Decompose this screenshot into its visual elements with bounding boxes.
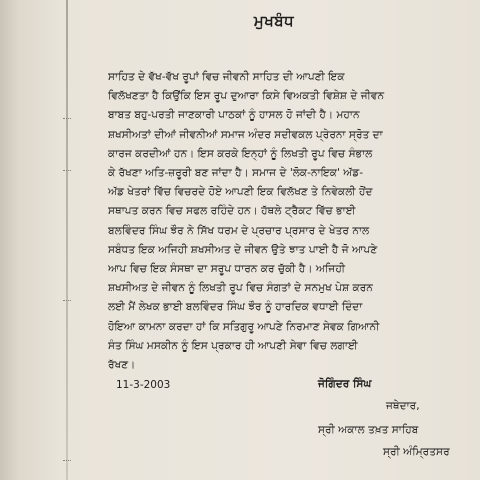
text-line: ਕਾਰਜ ਕਰਦੀਆਂ ਹਨ। ਇਸ ਕਰਕੇ ਇਨ੍ਹਾਂ ਨੂੰ ਲਿਖਤੀ ਰੂਪ ਵਿਚ ਸੰਭਾਲ <box>108 147 373 160</box>
text-line: ਬਲਵਿੰਦਰ ਸਿੰਘ ਝੌਰ ਨੇ ਸਿੱਖ ਧਰਮ ਦੇ ਪ੍ਰਚਾਰ ਪ੍ਰਸਾਰ ਦੇ ਖੇਤਰ ਨਾਲ <box>108 224 370 237</box>
text-line: ਸ਼ਖਸੀਅਤਾਂ ਦੀਆਂ ਜੀਵਨੀਆਂ ਸਮਾਜ ਅੰਦਰ ਸਦੀਵਕਲ ਪ੍ਰੇਰਨਾ ਸ੍ਰੋਤ ਦਾ <box>108 128 383 141</box>
signatory-city: ਸ੍ਰੀ ਅੰਮ੍ਰਿਤਸਰ <box>383 446 450 458</box>
text-line: ਵਿਲੱਖਣਤਾ ਹੈ ਕਿਉਂਕਿ ਇਸ ਰੂਪ ਦੁਆਰਾ ਕਿਸੇ ਵਿਅਕਤੀ ਵਿਸ਼ੇਸ਼ ਦੇ ਜੀਵਨ <box>108 90 385 103</box>
binding-stitch <box>63 170 71 174</box>
date-line: 11-3-2003 <box>116 379 171 391</box>
page-title: ਮੁਖਬੰਧ <box>253 12 295 30</box>
text-line: ਲਈ ਮੈਂ ਲੇਖਕ ਭਾਈ ਬਲਵਿੰਦਰ ਸਿੰਘ ਝੌਰ ਨੂੰ ਹਾਰਦਿਕ ਵਧਾਈ ਦਿੰਦਾ <box>108 301 363 314</box>
text-line: ਆਪ ਵਿਚ ਇਕ ਸੰਸਥਾ ਦਾ ਸਰੂਪ ਧਾਰਨ ਕਰ ਚੁੱਕੀ ਹੈ। ਅਜਿਹੀ <box>108 263 346 276</box>
signatory-name: ਜੋਗਿੰਦਰ ਸਿੰਘ <box>318 378 372 390</box>
preface-paragraph <box>108 68 466 375</box>
text-line: ਸਥਾਪਤ ਕਰਨ ਵਿਚ ਸਫਲ ਰਹਿੰਦੇ ਹਨ। ਹੱਥਲੇ ਟ੍ਰੈਕਟ ਵਿੱਚ ਭਾਈ <box>108 205 356 218</box>
text-line: ਸੰਤ ਸਿੰਘ ਮਸਕੀਨ ਨੂੰ ਇਸ ਪ੍ਰਕਾਰ ਹੀ ਆਪਣੀ ਸੇਵਾ ਵਿਚ ਲਗਾਈ <box>108 339 358 352</box>
binding-stitch <box>63 118 71 122</box>
text-line: ਸਾਹਿਤ ਦੇ ਵੱਖ-ਵੱਖ ਰੂਪਾਂ ਵਿਚ ਜੀਵਨੀ ਸਾਹਿਤ ਦੀ ਆਪਣੀ ਇਕ <box>108 71 345 83</box>
signatory-title: ਜਥੇਦਾਰ, <box>386 400 420 412</box>
text-line: ਕੇ ਰੱਖਣਾ ਅਤਿ-ਜ਼ਰੂਰੀ ਬਣ ਜਾਂਦਾ ਹੈ। ਸਮਾਜ ਦੇ 'ਲੋਕ-ਨਾਇਕ' ਅੱਡ- <box>108 167 364 180</box>
text-line: ਅੱਡ ਖੇਤਰਾਂ ਵਿੱਚ ਵਿਚਰਦੇ ਹੋਏ ਆਪਣੀ ਇਕ ਵਿਲੱਖਣ ਤੇ ਨਿਵੇਕਲੀ ਹੋਂਦ <box>108 186 373 199</box>
binding-stitch <box>63 300 71 304</box>
text-line: ਰੱਖਣ। <box>108 359 136 372</box>
text-line: ਸਬੰਧਤ ਇਕ ਅਜਿਹੀ ਸ਼ਖਸੀਅਤ ਦੇ ਜੀਵਨ ਉਤੇ ਝਾਤ ਪਾਈ ਹੈ ਜੋ ਆਪਣੇ <box>108 243 378 256</box>
text-line: ਬਾਬਤ ਬਹੁ-ਪਰਤੀ ਜਾਣਕਾਰੀ ਪਾਠਕਾਂ ਨੂੰ ਹਾਸਲ ਹੋ ਜਾਂਦੀ ਹੈ। ਮਹਾਨ <box>108 109 360 122</box>
binding-stitch <box>63 460 71 464</box>
text-line: ਸ਼ਖਸੀਅਤ ਦੇ ਜੀਵਨ ਨੂੰ ਲਿਖਤੀ ਰੂਪ ਵਿਚ ਸੰਗਤਾਂ ਦੇ ਸਨਮੁਖ ਪੇਸ਼ ਕਰਨ <box>108 282 373 295</box>
book-spine-fold <box>66 0 68 480</box>
signatory-organization: ਸ੍ਰੀ ਅਕਾਲ ਤਖ਼ਤ ਸਾਹਿਬ <box>318 424 419 436</box>
text-line: ਹੋਇਆ ਕਾਮਨਾ ਕਰਦਾ ਹਾਂ ਕਿ ਸਤਿਗੁਰੂ ਆਪਣੇ ਨਿਰਮਾਣ ਸੇਵਕ ਗਿਆਨੀ <box>108 320 380 333</box>
